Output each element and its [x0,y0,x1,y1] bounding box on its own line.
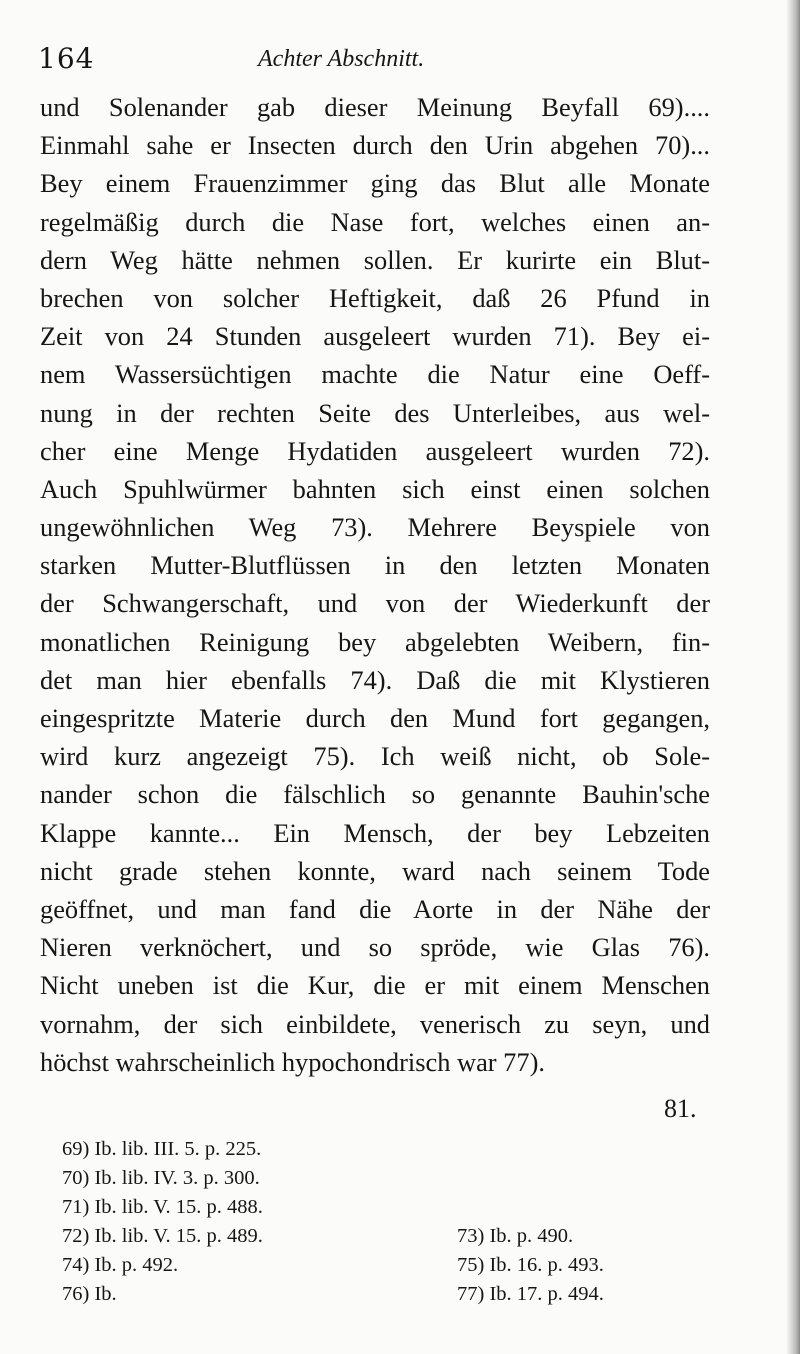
footnote: 74) Ib. p. 492. [62,1254,179,1276]
text-line: eingespritzte Materie durch den Mund fort gegangen, [40,703,710,733]
text-line: wird kurz angezeigt 75). Ich weiß nicht, ob Sole- [40,741,710,772]
text-line: cher eine Menge Hydatiden ausgeleert wurden 72). [40,435,710,466]
page-number: 164 [38,42,95,75]
footnote-row [62,1254,682,1283]
footnote: 77) Ib. 17. p. 494. [457,1283,604,1305]
text-line: vornahm, der sich einbildete, venerisch zu seyn, und [40,1008,710,1039]
footnote: 73) Ib. p. 490. [457,1225,574,1247]
footnotes [62,1138,682,1312]
footnote-row [62,1138,682,1167]
text-line: Nieren verknöchert, und so spröde, wie Glas 76). [40,932,710,963]
footnote: 75) Ib. 16. p. 493. [457,1254,604,1276]
catchword: 81. [664,1094,697,1123]
footnote: 70) Ib. lib. IV. 3. p. 300. [62,1167,260,1189]
footnote-row [62,1283,682,1312]
page-edge-shadow [786,0,800,1354]
text-line: regelmäßig durch die Nase fort, welches einen an- [40,206,710,237]
text-line: nem Wassersüchtigen machte die Natur eine Oeff- [40,359,710,390]
footnote-row [62,1225,682,1254]
text-line: Auch Spuhlwürmer bahnten sich einst einen solchen [40,473,710,504]
text-line: höchst wahrscheinlich hypochondrisch war 77). [40,1046,545,1077]
text-line: nicht grade stehen konnte, ward nach seinem Tode [40,855,710,886]
page-header [38,42,740,82]
text-line: Nicht uneben ist die Kur, die er mit einem Menschen [40,970,710,1001]
running-head: Achter Abschnitt. [258,46,425,72]
text-line: starken Mutter-Blutflüssen in den letzten Monaten [40,550,710,581]
text-line: Einmahl sahe er Insecten durch den Urin abgehen 70)... [40,130,710,161]
text-line: brechen von solcher Heftigkeit, daß 26 Pfund in [40,282,710,313]
footnote: 76) Ib. [62,1283,117,1305]
text-line: Zeit von 24 Stunden ausgeleert wurden 71). Bey ei- [40,321,710,352]
text-line: und Solenander gab dieser Meinung Beyfall 69).... [40,92,710,122]
footnote: 71) Ib. lib. V. 15. p. 488. [62,1196,263,1218]
text-line: Klappe kannte... Ein Mensch, der bey Lebzeiten [40,817,710,848]
text-line: Bey einem Frauenzimmer ging das Blut alle Monate [40,168,710,199]
text-line: der Schwangerschaft, und von der Wiederkunft der [40,588,710,619]
text-line: monatlichen Reinigung bey abgelebten Weibern, fin- [40,626,710,657]
footnote-row [62,1167,682,1196]
footnote: 69) Ib. lib. III. 5. p. 225. [62,1138,262,1160]
footnote-row [62,1196,682,1225]
text-line: nander schon die fälschlich so genannte Bauhin'sche [40,779,710,810]
text-line: det man hier ebenfalls 74). Daß die mit Klystieren [40,664,710,695]
text-line: ungewöhnlichen Weg 73). Mehrere Beyspiele von [40,512,710,543]
text-line: geöffnet, und man fand die Aorte in der Nähe der [40,893,710,924]
text-line: nung in der rechten Seite des Unterleibes, aus wel- [40,397,710,428]
footnote: 72) Ib. lib. V. 15. p. 489. [62,1225,263,1247]
body-text [40,88,710,1081]
text-line: dern Weg hätte nehmen sollen. Er kurirte ein Blut- [40,244,710,275]
